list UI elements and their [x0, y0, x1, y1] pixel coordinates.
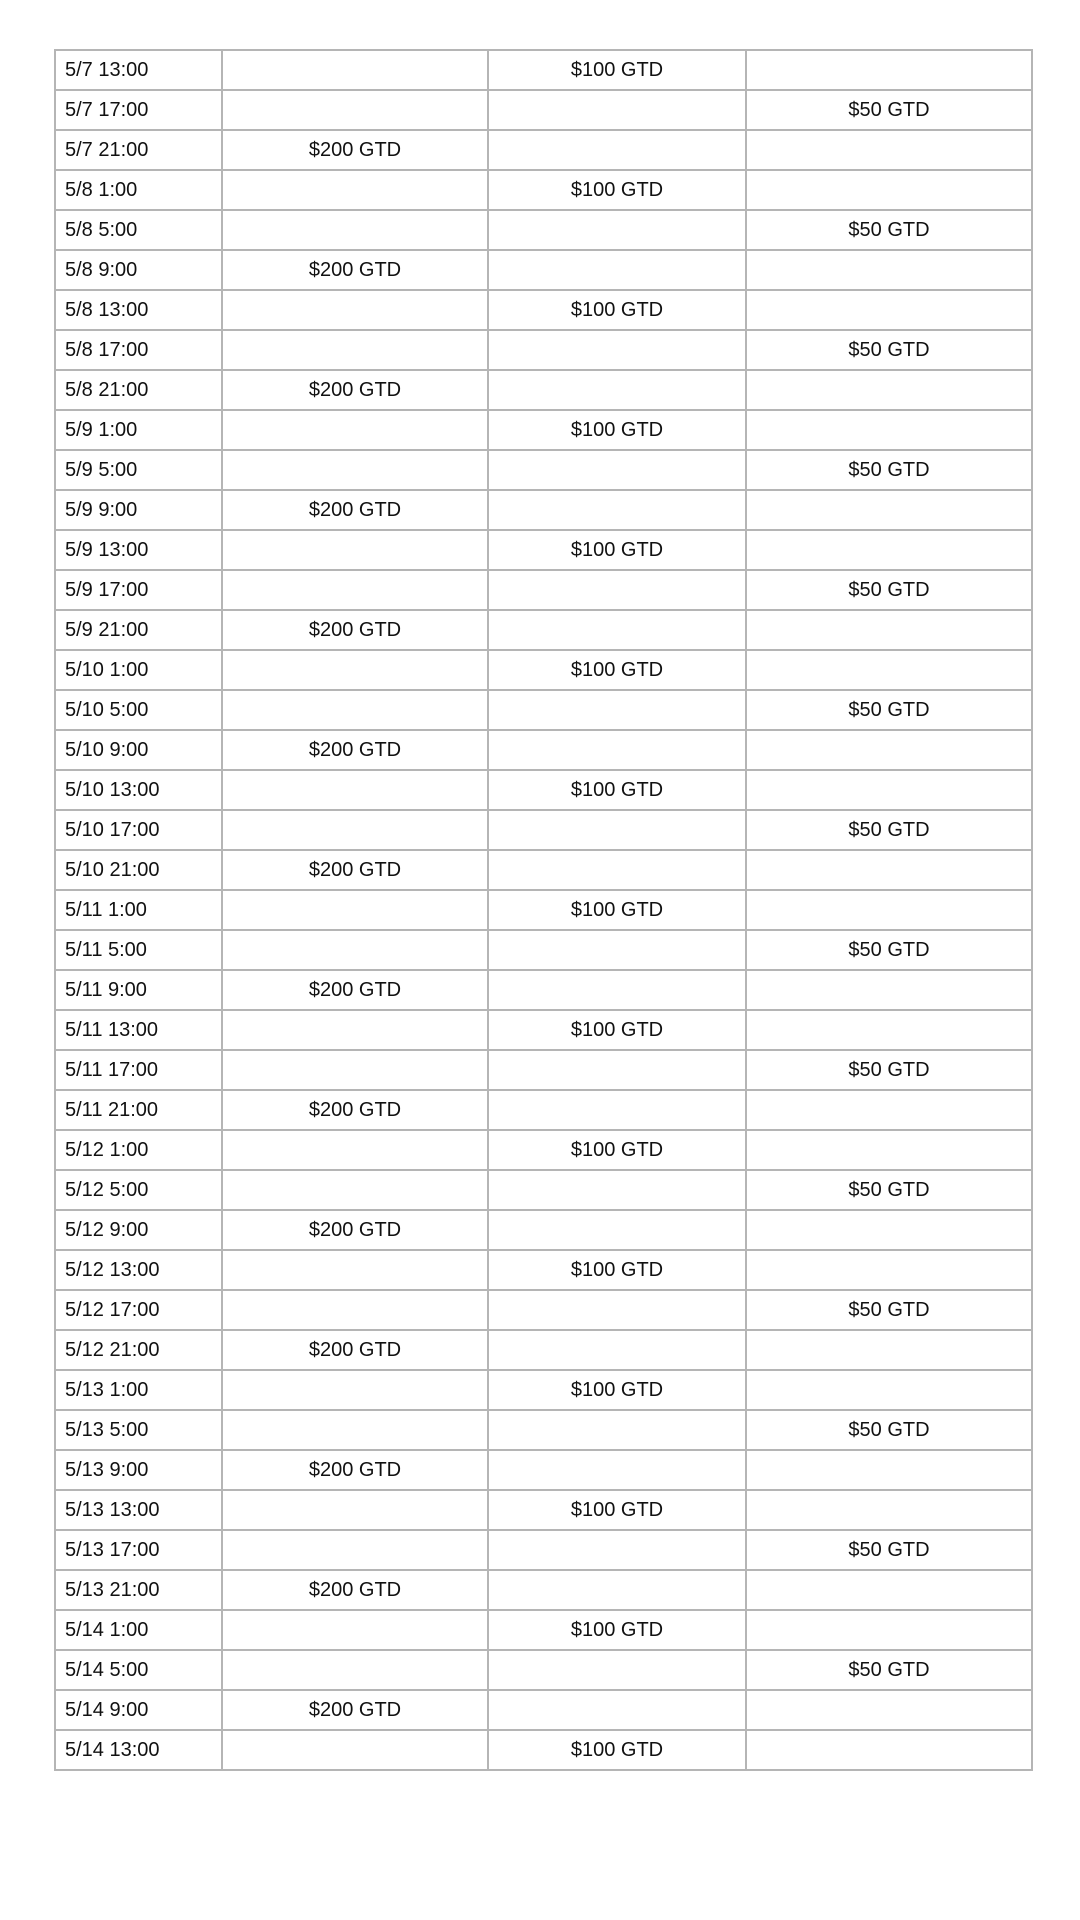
- time-cell: 5/13 21:00: [55, 1570, 222, 1610]
- prize-200-cell: [222, 930, 488, 970]
- table-row: [55, 730, 1032, 770]
- table-row: [55, 850, 1032, 890]
- table-row: [55, 610, 1032, 650]
- prize-100-cell: [488, 1290, 746, 1330]
- prize-50-cell: [746, 1370, 1032, 1410]
- prize-50-cell: [746, 970, 1032, 1010]
- prize-50-cell: $50 GTD: [746, 1290, 1032, 1330]
- prize-200-cell: [222, 170, 488, 210]
- prize-50-cell: [746, 130, 1032, 170]
- table-row: [55, 1250, 1032, 1290]
- prize-200-cell: [222, 1410, 488, 1450]
- prize-100-cell: $100 GTD: [488, 290, 746, 330]
- table-row: [55, 490, 1032, 530]
- prize-200-cell: $200 GTD: [222, 370, 488, 410]
- prize-50-cell: [746, 1090, 1032, 1130]
- prize-50-cell: [746, 1010, 1032, 1050]
- time-cell: 5/10 17:00: [55, 810, 222, 850]
- time-cell: 5/9 13:00: [55, 530, 222, 570]
- prize-100-cell: $100 GTD: [488, 1010, 746, 1050]
- time-cell: 5/10 9:00: [55, 730, 222, 770]
- prize-100-cell: [488, 690, 746, 730]
- prize-200-cell: $200 GTD: [222, 850, 488, 890]
- time-cell: 5/10 21:00: [55, 850, 222, 890]
- table-row: [55, 1690, 1032, 1730]
- prize-100-cell: [488, 450, 746, 490]
- prize-200-cell: [222, 530, 488, 570]
- time-cell: 5/9 21:00: [55, 610, 222, 650]
- time-cell: 5/13 9:00: [55, 1450, 222, 1490]
- prize-100-cell: [488, 1650, 746, 1690]
- table-row: [55, 50, 1032, 90]
- prize-50-cell: [746, 1690, 1032, 1730]
- time-cell: 5/8 21:00: [55, 370, 222, 410]
- time-cell: 5/13 1:00: [55, 1370, 222, 1410]
- prize-50-cell: $50 GTD: [746, 1170, 1032, 1210]
- prize-100-cell: $100 GTD: [488, 410, 746, 450]
- prize-200-cell: [222, 810, 488, 850]
- prize-200-cell: [222, 1370, 488, 1410]
- table-row: [55, 1650, 1032, 1690]
- prize-200-cell: [222, 330, 488, 370]
- time-cell: 5/8 1:00: [55, 170, 222, 210]
- prize-200-cell: [222, 1490, 488, 1530]
- prize-50-cell: [746, 1330, 1032, 1370]
- time-cell: 5/9 9:00: [55, 490, 222, 530]
- prize-50-cell: [746, 1210, 1032, 1250]
- prize-100-cell: [488, 1050, 746, 1090]
- prize-200-cell: [222, 50, 488, 90]
- time-cell: 5/12 21:00: [55, 1330, 222, 1370]
- prize-50-cell: [746, 730, 1032, 770]
- prize-50-cell: [746, 370, 1032, 410]
- table-row: [55, 1410, 1032, 1450]
- table-row: [55, 770, 1032, 810]
- prize-200-cell: [222, 770, 488, 810]
- prize-200-cell: [222, 450, 488, 490]
- prize-100-cell: [488, 730, 746, 770]
- prize-100-cell: [488, 930, 746, 970]
- time-cell: 5/10 5:00: [55, 690, 222, 730]
- prize-100-cell: $100 GTD: [488, 1370, 746, 1410]
- prize-200-cell: $200 GTD: [222, 730, 488, 770]
- prize-200-cell: $200 GTD: [222, 1570, 488, 1610]
- prize-50-cell: [746, 850, 1032, 890]
- time-cell: 5/9 1:00: [55, 410, 222, 450]
- prize-50-cell: $50 GTD: [746, 90, 1032, 130]
- time-cell: 5/8 13:00: [55, 290, 222, 330]
- table-row: [55, 930, 1032, 970]
- time-cell: 5/14 5:00: [55, 1650, 222, 1690]
- prize-100-cell: [488, 130, 746, 170]
- table-row: [55, 1610, 1032, 1650]
- prize-200-cell: [222, 1010, 488, 1050]
- prize-50-cell: [746, 610, 1032, 650]
- time-cell: 5/12 1:00: [55, 1130, 222, 1170]
- time-cell: 5/11 5:00: [55, 930, 222, 970]
- time-cell: 5/13 5:00: [55, 1410, 222, 1450]
- prize-200-cell: [222, 570, 488, 610]
- prize-200-cell: $200 GTD: [222, 250, 488, 290]
- prize-100-cell: $100 GTD: [488, 650, 746, 690]
- prize-50-cell: $50 GTD: [746, 1410, 1032, 1450]
- prize-100-cell: [488, 1330, 746, 1370]
- prize-50-cell: $50 GTD: [746, 450, 1032, 490]
- prize-50-cell: $50 GTD: [746, 330, 1032, 370]
- prize-200-cell: [222, 1530, 488, 1570]
- time-cell: 5/12 13:00: [55, 1250, 222, 1290]
- time-cell: 5/11 1:00: [55, 890, 222, 930]
- table-row: [55, 530, 1032, 570]
- prize-100-cell: [488, 250, 746, 290]
- prize-200-cell: $200 GTD: [222, 1450, 488, 1490]
- prize-200-cell: [222, 210, 488, 250]
- table-row: [55, 570, 1032, 610]
- time-cell: 5/7 17:00: [55, 90, 222, 130]
- prize-50-cell: $50 GTD: [746, 1050, 1032, 1090]
- prize-100-cell: [488, 210, 746, 250]
- table-row: [55, 810, 1032, 850]
- table-row: [55, 1290, 1032, 1330]
- prize-100-cell: [488, 850, 746, 890]
- time-cell: 5/8 9:00: [55, 250, 222, 290]
- time-cell: 5/12 17:00: [55, 1290, 222, 1330]
- schedule-table-body: [55, 50, 1032, 1770]
- time-cell: 5/10 1:00: [55, 650, 222, 690]
- prize-50-cell: $50 GTD: [746, 1530, 1032, 1570]
- table-row: [55, 1490, 1032, 1530]
- table-row: [55, 1330, 1032, 1370]
- prize-100-cell: [488, 90, 746, 130]
- time-cell: 5/9 5:00: [55, 450, 222, 490]
- table-row: [55, 890, 1032, 930]
- prize-50-cell: [746, 1130, 1032, 1170]
- prize-200-cell: $200 GTD: [222, 610, 488, 650]
- prize-50-cell: [746, 770, 1032, 810]
- prize-100-cell: [488, 1450, 746, 1490]
- table-row: [55, 1450, 1032, 1490]
- prize-50-cell: $50 GTD: [746, 1650, 1032, 1690]
- prize-100-cell: $100 GTD: [488, 1130, 746, 1170]
- prize-50-cell: $50 GTD: [746, 810, 1032, 850]
- prize-50-cell: [746, 890, 1032, 930]
- prize-200-cell: $200 GTD: [222, 490, 488, 530]
- prize-100-cell: $100 GTD: [488, 1610, 746, 1650]
- prize-200-cell: [222, 1290, 488, 1330]
- prize-100-cell: [488, 1090, 746, 1130]
- prize-100-cell: [488, 810, 746, 850]
- time-cell: 5/10 13:00: [55, 770, 222, 810]
- time-cell: 5/13 17:00: [55, 1530, 222, 1570]
- table-row: [55, 1370, 1032, 1410]
- prize-50-cell: [746, 410, 1032, 450]
- table-row: [55, 1010, 1032, 1050]
- time-cell: 5/13 13:00: [55, 1490, 222, 1530]
- prize-50-cell: [746, 1250, 1032, 1290]
- prize-50-cell: [746, 1730, 1032, 1770]
- prize-100-cell: [488, 970, 746, 1010]
- table-row: [55, 450, 1032, 490]
- time-cell: 5/14 1:00: [55, 1610, 222, 1650]
- prize-200-cell: [222, 690, 488, 730]
- prize-200-cell: [222, 890, 488, 930]
- prize-50-cell: [746, 490, 1032, 530]
- table-row: [55, 1570, 1032, 1610]
- table-row: [55, 170, 1032, 210]
- prize-100-cell: [488, 370, 746, 410]
- prize-50-cell: [746, 170, 1032, 210]
- prize-200-cell: [222, 1250, 488, 1290]
- table-row: [55, 130, 1032, 170]
- prize-50-cell: [746, 1450, 1032, 1490]
- table-row: [55, 970, 1032, 1010]
- table-row: [55, 1170, 1032, 1210]
- table-row: [55, 90, 1032, 130]
- time-cell: 5/11 17:00: [55, 1050, 222, 1090]
- prize-200-cell: $200 GTD: [222, 130, 488, 170]
- prize-100-cell: [488, 610, 746, 650]
- prize-200-cell: [222, 1730, 488, 1770]
- table-row: [55, 330, 1032, 370]
- table-row: [55, 650, 1032, 690]
- table-row: [55, 1050, 1032, 1090]
- prize-100-cell: $100 GTD: [488, 50, 746, 90]
- prize-200-cell: [222, 650, 488, 690]
- time-cell: 5/11 13:00: [55, 1010, 222, 1050]
- time-cell: 5/12 5:00: [55, 1170, 222, 1210]
- table-row: [55, 1130, 1032, 1170]
- prize-50-cell: [746, 1570, 1032, 1610]
- table-row: [55, 250, 1032, 290]
- prize-100-cell: $100 GTD: [488, 890, 746, 930]
- prize-200-cell: $200 GTD: [222, 1690, 488, 1730]
- table-row: [55, 690, 1032, 730]
- table-row: [55, 1530, 1032, 1570]
- prize-100-cell: $100 GTD: [488, 1250, 746, 1290]
- prize-50-cell: [746, 650, 1032, 690]
- time-cell: 5/7 13:00: [55, 50, 222, 90]
- prize-50-cell: [746, 1610, 1032, 1650]
- time-cell: 5/8 5:00: [55, 210, 222, 250]
- time-cell: 5/12 9:00: [55, 1210, 222, 1250]
- prize-50-cell: $50 GTD: [746, 570, 1032, 610]
- prize-50-cell: [746, 530, 1032, 570]
- prize-200-cell: [222, 1610, 488, 1650]
- table-row: [55, 410, 1032, 450]
- prize-50-cell: [746, 290, 1032, 330]
- prize-50-cell: [746, 250, 1032, 290]
- prize-100-cell: [488, 1210, 746, 1250]
- prize-200-cell: $200 GTD: [222, 970, 488, 1010]
- table-row: [55, 1090, 1032, 1130]
- prize-100-cell: $100 GTD: [488, 1490, 746, 1530]
- prize-200-cell: [222, 290, 488, 330]
- prize-50-cell: $50 GTD: [746, 210, 1032, 250]
- prize-200-cell: [222, 1130, 488, 1170]
- prize-200-cell: [222, 410, 488, 450]
- prize-200-cell: [222, 90, 488, 130]
- time-cell: 5/11 21:00: [55, 1090, 222, 1130]
- prize-100-cell: [488, 1690, 746, 1730]
- prize-100-cell: [488, 1410, 746, 1450]
- prize-100-cell: $100 GTD: [488, 530, 746, 570]
- table-row: [55, 370, 1032, 410]
- prize-100-cell: [488, 490, 746, 530]
- prize-200-cell: $200 GTD: [222, 1090, 488, 1130]
- prize-100-cell: $100 GTD: [488, 770, 746, 810]
- prize-100-cell: $100 GTD: [488, 1730, 746, 1770]
- prize-200-cell: [222, 1650, 488, 1690]
- time-cell: 5/14 13:00: [55, 1730, 222, 1770]
- time-cell: 5/7 21:00: [55, 130, 222, 170]
- prize-200-cell: [222, 1170, 488, 1210]
- prize-50-cell: $50 GTD: [746, 690, 1032, 730]
- prize-100-cell: [488, 1170, 746, 1210]
- prize-100-cell: [488, 1530, 746, 1570]
- schedule-table: [54, 49, 1033, 1771]
- prize-50-cell: [746, 50, 1032, 90]
- prize-200-cell: $200 GTD: [222, 1330, 488, 1370]
- prize-50-cell: $50 GTD: [746, 930, 1032, 970]
- table-row: [55, 1210, 1032, 1250]
- time-cell: 5/14 9:00: [55, 1690, 222, 1730]
- prize-100-cell: [488, 1570, 746, 1610]
- table-row: [55, 1730, 1032, 1770]
- prize-50-cell: [746, 1490, 1032, 1530]
- time-cell: 5/11 9:00: [55, 970, 222, 1010]
- prize-100-cell: $100 GTD: [488, 170, 746, 210]
- prize-100-cell: [488, 330, 746, 370]
- table-row: [55, 210, 1032, 250]
- table-row: [55, 290, 1032, 330]
- time-cell: 5/8 17:00: [55, 330, 222, 370]
- prize-200-cell: [222, 1050, 488, 1090]
- prize-200-cell: $200 GTD: [222, 1210, 488, 1250]
- prize-100-cell: [488, 570, 746, 610]
- time-cell: 5/9 17:00: [55, 570, 222, 610]
